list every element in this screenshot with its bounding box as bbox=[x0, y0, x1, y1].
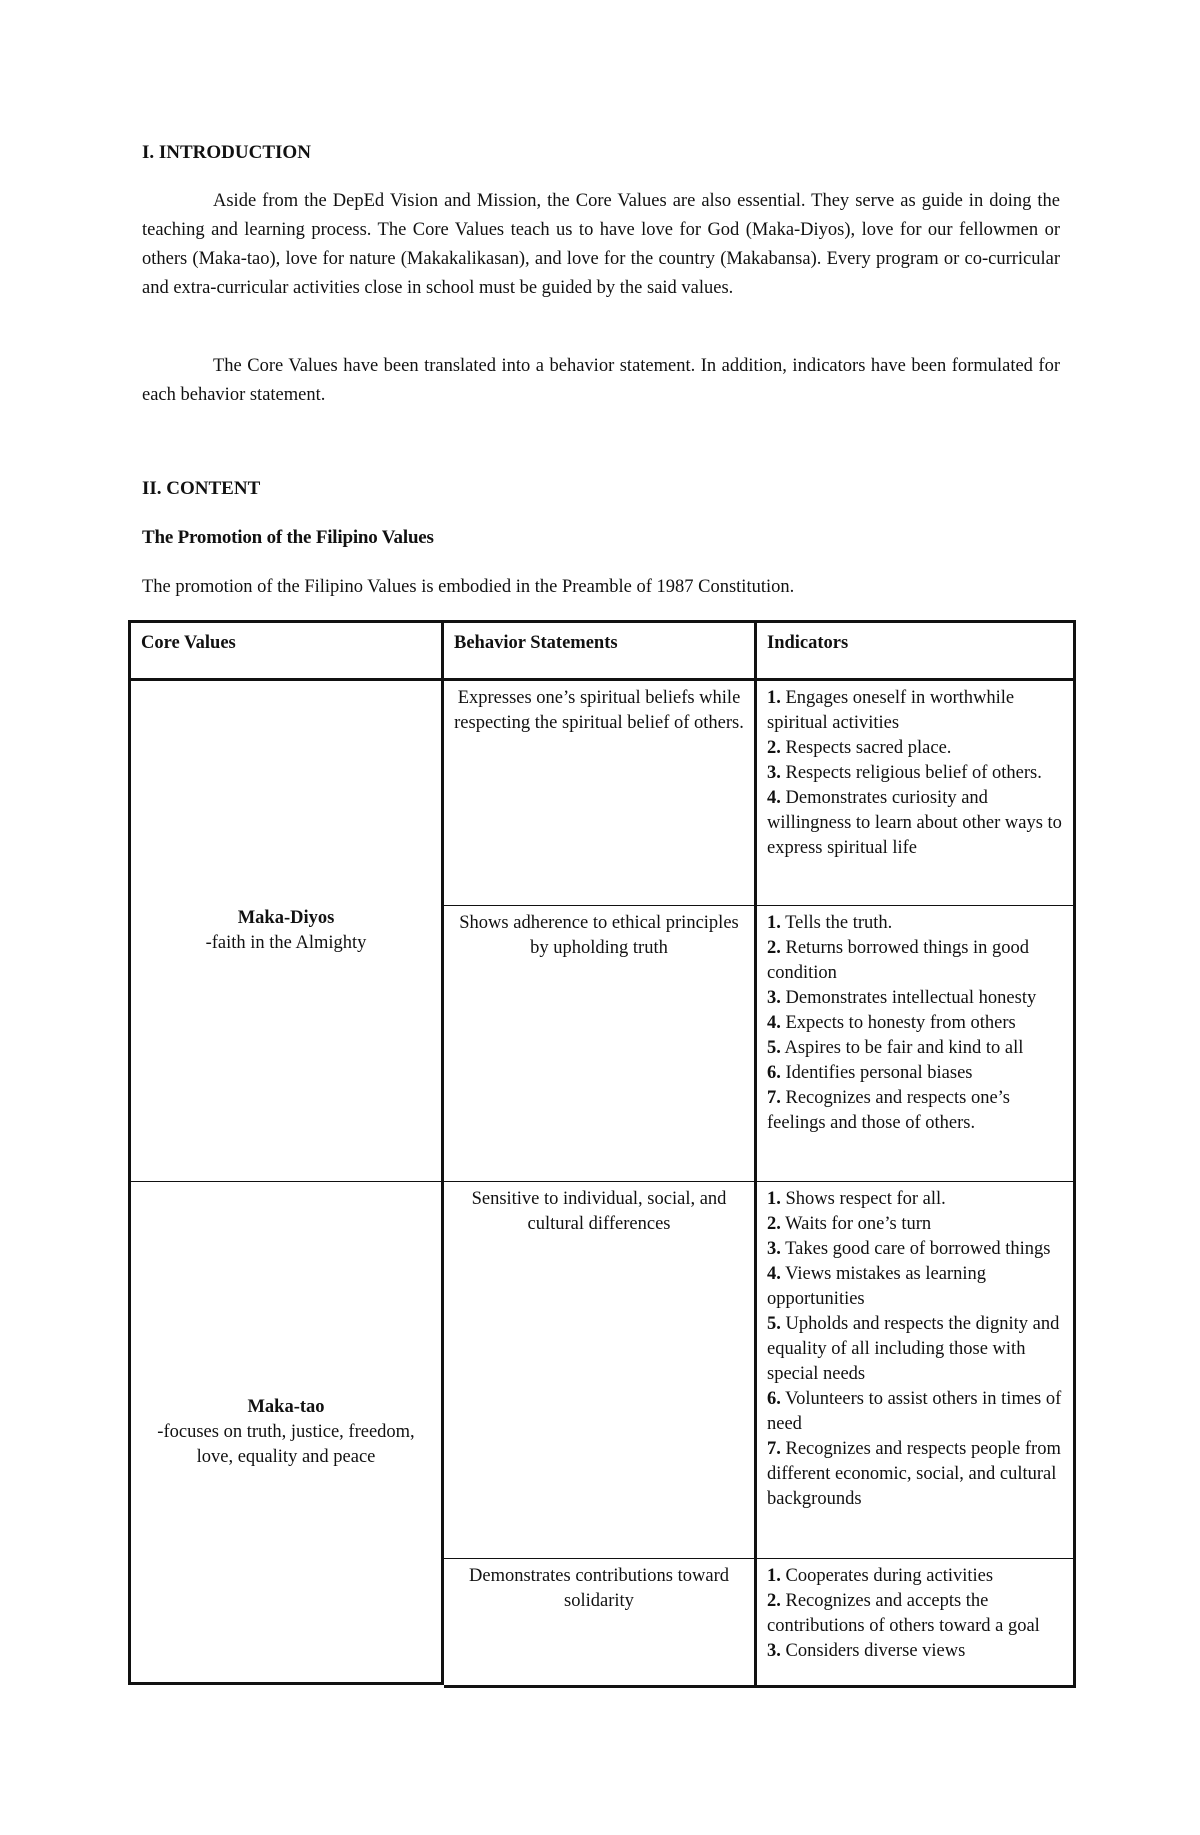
promotion-text: The promotion of the Filipino Values is embodied in the Preamble of 1987 Constitution. bbox=[142, 577, 795, 597]
indicator-item: 2. Respects sacred place. bbox=[767, 738, 952, 758]
promotion-subheading: The Promotion of the Filipino Values bbox=[142, 527, 434, 548]
indicator-list bbox=[757, 905, 1076, 1181]
core-value-description: -focuses on truth, justice, freedom, love, equality and peace bbox=[157, 1421, 415, 1467]
behavior-statement: Expresses one’s spiritual beliefs while respecting the spiritual belief of others. bbox=[444, 681, 757, 905]
header-behavior-statements: Behavior Statements bbox=[444, 620, 757, 681]
introduction-heading: I. INTRODUCTION bbox=[142, 142, 311, 163]
indicator-item: 2. Recognizes and accepts the contributions of others toward a goal bbox=[767, 1591, 1040, 1636]
indicator-item: 1. Cooperates during activities bbox=[767, 1566, 994, 1586]
introduction-paragraph-1 bbox=[142, 187, 1060, 303]
indicator-item: 5. Aspires to be fair and kind to all bbox=[767, 1038, 1024, 1058]
indicator-list bbox=[757, 1558, 1076, 1688]
indicator-item: 4. Views mistakes as learning opportunities bbox=[767, 1264, 986, 1309]
introduction-paragraph-1-text: Aside from the DepEd Vision and Mission, the Core Values are also essential. They serve as guide in doing the teaching and learning process. The Core Values teach us to have love for God (Maka-Diyos), love for our fellowmen or others (Maka-tao), love for nature (Makakalikasan), and love for the country (Makabansa). Every program or co-curricular and extra-curricular activities close in school must be guided by the said values. bbox=[142, 191, 1060, 298]
content-heading: II. CONTENT bbox=[142, 478, 261, 499]
behavior-statement: Shows adherence to ethical principles by upholding truth bbox=[444, 905, 757, 1181]
core-value-name: Maka-tao bbox=[247, 1396, 325, 1417]
indicator-item: 7. Recognizes and respects one’s feelings and those of others. bbox=[767, 1088, 1010, 1133]
indicator-list bbox=[757, 681, 1076, 905]
indicator-item: 2. Waits for one’s turn bbox=[767, 1214, 932, 1234]
indicator-item: 3. Takes good care of borrowed things bbox=[767, 1239, 1051, 1259]
core-values-table bbox=[128, 620, 1076, 1688]
behavior-statement: Demonstrates contributions toward solidarity bbox=[444, 1558, 757, 1688]
indicator-item: 6. Volunteers to assist others in times of need bbox=[767, 1389, 1062, 1434]
indicator-item: 3. Demonstrates intellectual honesty bbox=[767, 988, 1037, 1008]
core-value-description: -faith in the Almighty bbox=[205, 933, 367, 953]
core-value-maka-tao bbox=[128, 1181, 444, 1685]
indicator-item: 4. Demonstrates curiosity and willingness to learn about other ways to express spiritual life bbox=[767, 788, 1062, 858]
core-value-maka-diyos bbox=[128, 681, 444, 1181]
indicator-item: 1. Shows respect for all. bbox=[767, 1189, 946, 1209]
behavior-statement: Sensitive to individual, social, and cultural differences bbox=[444, 1181, 757, 1558]
indicator-list bbox=[757, 1181, 1076, 1558]
indicator-item: 4. Expects to honesty from others bbox=[767, 1013, 1016, 1033]
indicator-item: 7. Recognizes and respects people from different economic, social, and cultural backgrounds bbox=[767, 1439, 1061, 1509]
indicator-item: 1. Engages oneself in worthwhile spiritual activities bbox=[767, 688, 1015, 733]
header-indicators: Indicators bbox=[757, 620, 1076, 681]
indicator-item: 2. Returns borrowed things in good condition bbox=[767, 938, 1030, 983]
introduction-paragraph-2-text: The Core Values have been translated into a behavior statement. In addition, indicators have been formulated for each behavior statement. bbox=[142, 356, 1060, 405]
introduction-paragraph-2 bbox=[142, 352, 1060, 410]
indicator-item: 3. Considers diverse views bbox=[767, 1641, 966, 1661]
indicator-item: 6. Identifies personal biases bbox=[767, 1063, 973, 1083]
indicator-item: 1. Tells the truth. bbox=[767, 913, 893, 933]
core-value-name: Maka-Diyos bbox=[237, 908, 335, 928]
indicator-item: 5. Upholds and respects the dignity and equality of all including those with special needs bbox=[767, 1314, 1060, 1384]
indicator-item: 3. Respects religious belief of others. bbox=[767, 763, 1042, 783]
header-core-values: Core Values bbox=[128, 620, 444, 681]
